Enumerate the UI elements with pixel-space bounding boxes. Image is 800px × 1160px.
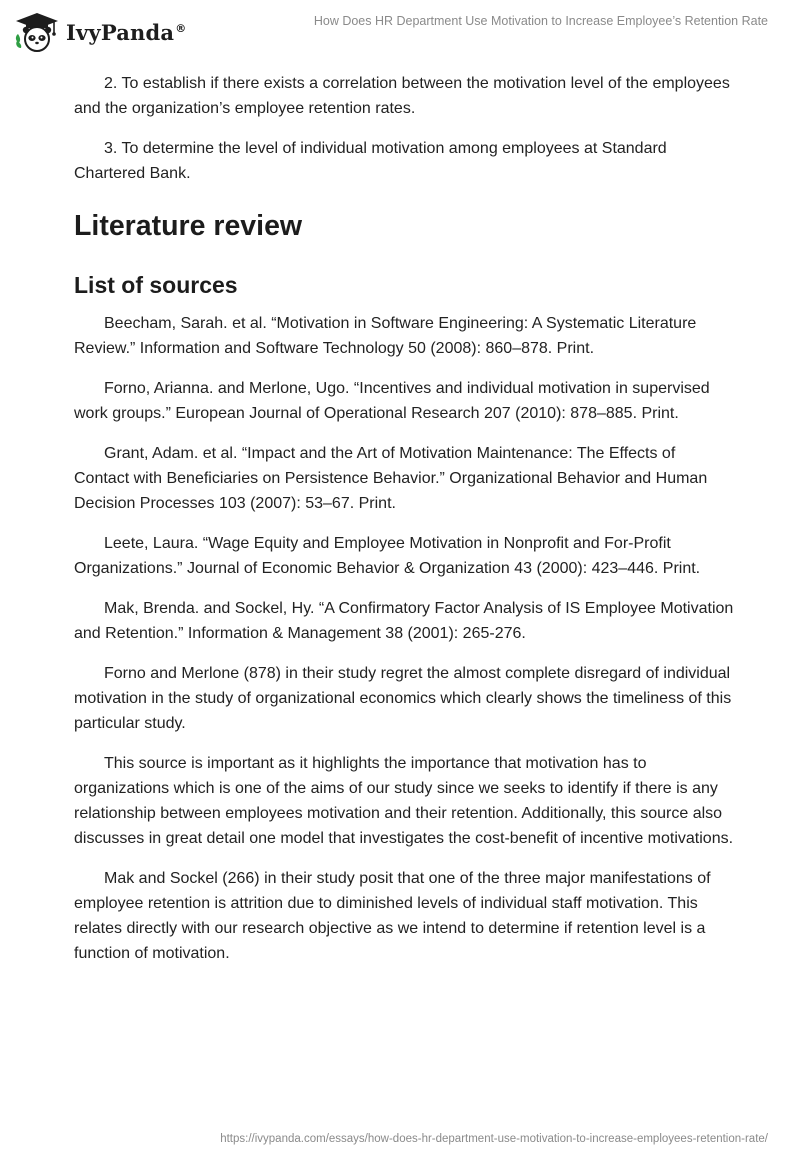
- section-heading: Literature review: [74, 210, 303, 242]
- discussion-paragraph: Mak and Sockel (266) in their study posit that one of the three major manifestations of employee retention is attrition due to diminished levels of individual staff motivation. This relates directly with our research objective as we intend to determine if retention level is a function of motivation.: [74, 870, 711, 962]
- discussion-paragraph: Forno and Merlone (878) in their study regret the almost complete disregard of individual motivation in the study of organizational economics which clearly shows the timeliness of this particular study.: [74, 665, 732, 732]
- graduation-cap-panda-icon: [14, 11, 60, 53]
- logo-text: IvyPanda®: [66, 19, 187, 45]
- source-entry: Grant, Adam. et al. “Impact and the Art of Motivation Maintenance: The Effects of Contact with Beneficiaries on Persistence Behavior.” Organizational Behavior and Human Decision Processes 103 (2007): 53–67. Print.: [74, 445, 708, 512]
- page-header: [0, 0, 800, 60]
- ivypanda-logo[interactable]: [14, 10, 186, 54]
- subsection-heading: List of sources: [74, 272, 238, 298]
- objective-paragraph: 3. To determine the level of individual motivation among employees at Standard Chartered Bank.: [74, 140, 667, 182]
- registered-mark: ®: [175, 21, 187, 35]
- footer-url-link[interactable]: https://ivypanda.com/essays/how-does-hr-department-use-motivation-to-increase-employees-retention-rate/: [220, 1133, 768, 1145]
- source-entry: Leete, Laura. “Wage Equity and Employee Motivation in Nonprofit and For-Profit Organizations.” Journal of Economic Behavior & Organization 43 (2000): 423–446. Print.: [74, 535, 701, 577]
- source-entry: Mak, Brenda. and Sockel, Hy. “A Confirmatory Factor Analysis of IS Employee Motivation and Retention.” Information & Management 38 (2001): 265-276.: [74, 600, 734, 642]
- essay-body: [74, 71, 734, 981]
- discussion-paragraph: This source is important as it highlights the importance that motivation has to organizations which is one of the aims of our study since we seeks to identify if there is any relationship between employees motivation and their retention. Additionally, this source also discusses in great detail one model that investigates the cost-benefit of incentive motivations.: [74, 755, 734, 847]
- source-entry: Forno, Arianna. and Merlone, Ugo. “Incentives and individual motivation in supervised work groups.” European Journal of Operational Research 207 (2010): 878–885. Print.: [74, 380, 710, 422]
- source-entry: Beecham, Sarah. et al. “Motivation in Software Engineering: A Systematic Literature Review.” Information and Software Technology 50 (2008): 860–878. Print.: [74, 315, 697, 357]
- objective-paragraph: 2. To establish if there exists a correlation between the motivation level of the employees and the organization’s employee retention rates.: [74, 75, 730, 117]
- document-title: How Does HR Department Use Motivation to Increase Employee’s Retention Rate: [313, 14, 768, 28]
